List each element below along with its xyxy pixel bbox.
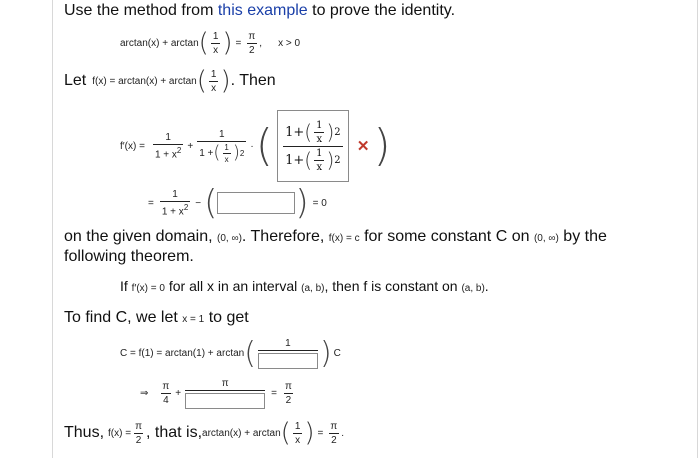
then-word: . Then (230, 72, 276, 89)
step2-equation: = $\frac{1}{1 + x^2}$ − ( ) = 0 (148, 183, 327, 223)
conclusion-line: Thus, f(x) = $\frac{\pi}{2}$ , that is, arctan(x) + arctan ( $\frac{1}{x}$ ) = $\frac{\pi}{2}$ . (64, 418, 345, 448)
domain-sentence-2: following theorem. (64, 248, 194, 265)
term1-fraction: $\frac{1}{1 + x^2}$ (154, 131, 182, 161)
big-right-paren: ) (373, 120, 391, 171)
term2-fraction: 1 1 + ( $\frac{1}{x}$ ) 2 (199, 128, 245, 164)
box-fraction: 1+ ( $\frac{1}{x}$ ) 2 1+ ( $\frac{1}{x}$ ) 2 (285, 119, 341, 173)
sum-fraction: π (185, 378, 265, 409)
example-link[interactable]: this example (217, 2, 308, 19)
pi-over-2: $\frac{\pi}{2}$ (248, 30, 256, 56)
answer-input-empty-1[interactable] (217, 192, 295, 214)
intro-text (64, 2, 455, 20)
identity-equation: arctan(x) + arctan ( $\frac{1}{x}$ ) = $\frac{\pi}{2}$ , x > 0 (120, 28, 301, 58)
answer-input-empty-3[interactable] (185, 393, 265, 409)
theorem-statement: If f′(x) = 0 for all x in an interval (a, b), then f is constant on (a, b). (120, 278, 489, 294)
incorrect-mark-icon: ✕ (356, 138, 370, 155)
f-definition: f(x) = arctan(x) + arctan (92, 75, 197, 87)
step2-fraction: $\frac{1}{1 + x^2}$ (161, 188, 189, 218)
intro-post: to prove the identity. (307, 2, 456, 19)
f-prime-lhs: f′(x) = (120, 140, 145, 152)
let-word: Let (64, 72, 87, 89)
identity-fraction: $\frac{1}{x}$ (212, 30, 219, 56)
intro-pre: Use the method from (64, 2, 218, 19)
c-equation: C = f(1) = arctan(1) + arctan ( 1 ) C (120, 335, 341, 371)
left-paren: ( (198, 28, 209, 58)
right-paren: ) (222, 28, 233, 58)
answer-input-empty-2[interactable] (258, 353, 318, 369)
sum-equation: ⇒ $\frac{\pi}{4}$ + π = $\frac{\pi}{2}$ (140, 378, 296, 409)
let-fraction: $\frac{1}{x}$ (210, 68, 217, 94)
find-c-sentence: To find C, we let x = 1 to get (64, 309, 249, 326)
domain-condition: x > 0 (278, 37, 301, 49)
big-left-paren: ( (255, 120, 273, 171)
answer-box-filled[interactable] (277, 110, 349, 182)
identity-lhs: arctan(x) + arctan (120, 37, 199, 49)
c-fraction: 1 (258, 338, 318, 369)
derivative-equation: f′(x) = $\frac{1}{1 + x^2}$ + 1 1 + ( $\frac{1}{x}$ ) 2 · ( 1+ ( $\frac{1}{x}$ ) 2 1+ ( $\frac{1}{x}$ ) 2 ✕ ) (120, 108, 391, 184)
domain-sentence: on the given domain, (0, ∞). Therefore, f(x) = c for some constant C on (0, ∞) by the (64, 228, 607, 245)
equals: = (235, 37, 242, 49)
let-line: Let f(x) = arctan(x) + arctan ( $\frac{1}{x}$ ) . Then (64, 66, 276, 96)
implies-arrow-icon: ⇒ (140, 388, 149, 399)
